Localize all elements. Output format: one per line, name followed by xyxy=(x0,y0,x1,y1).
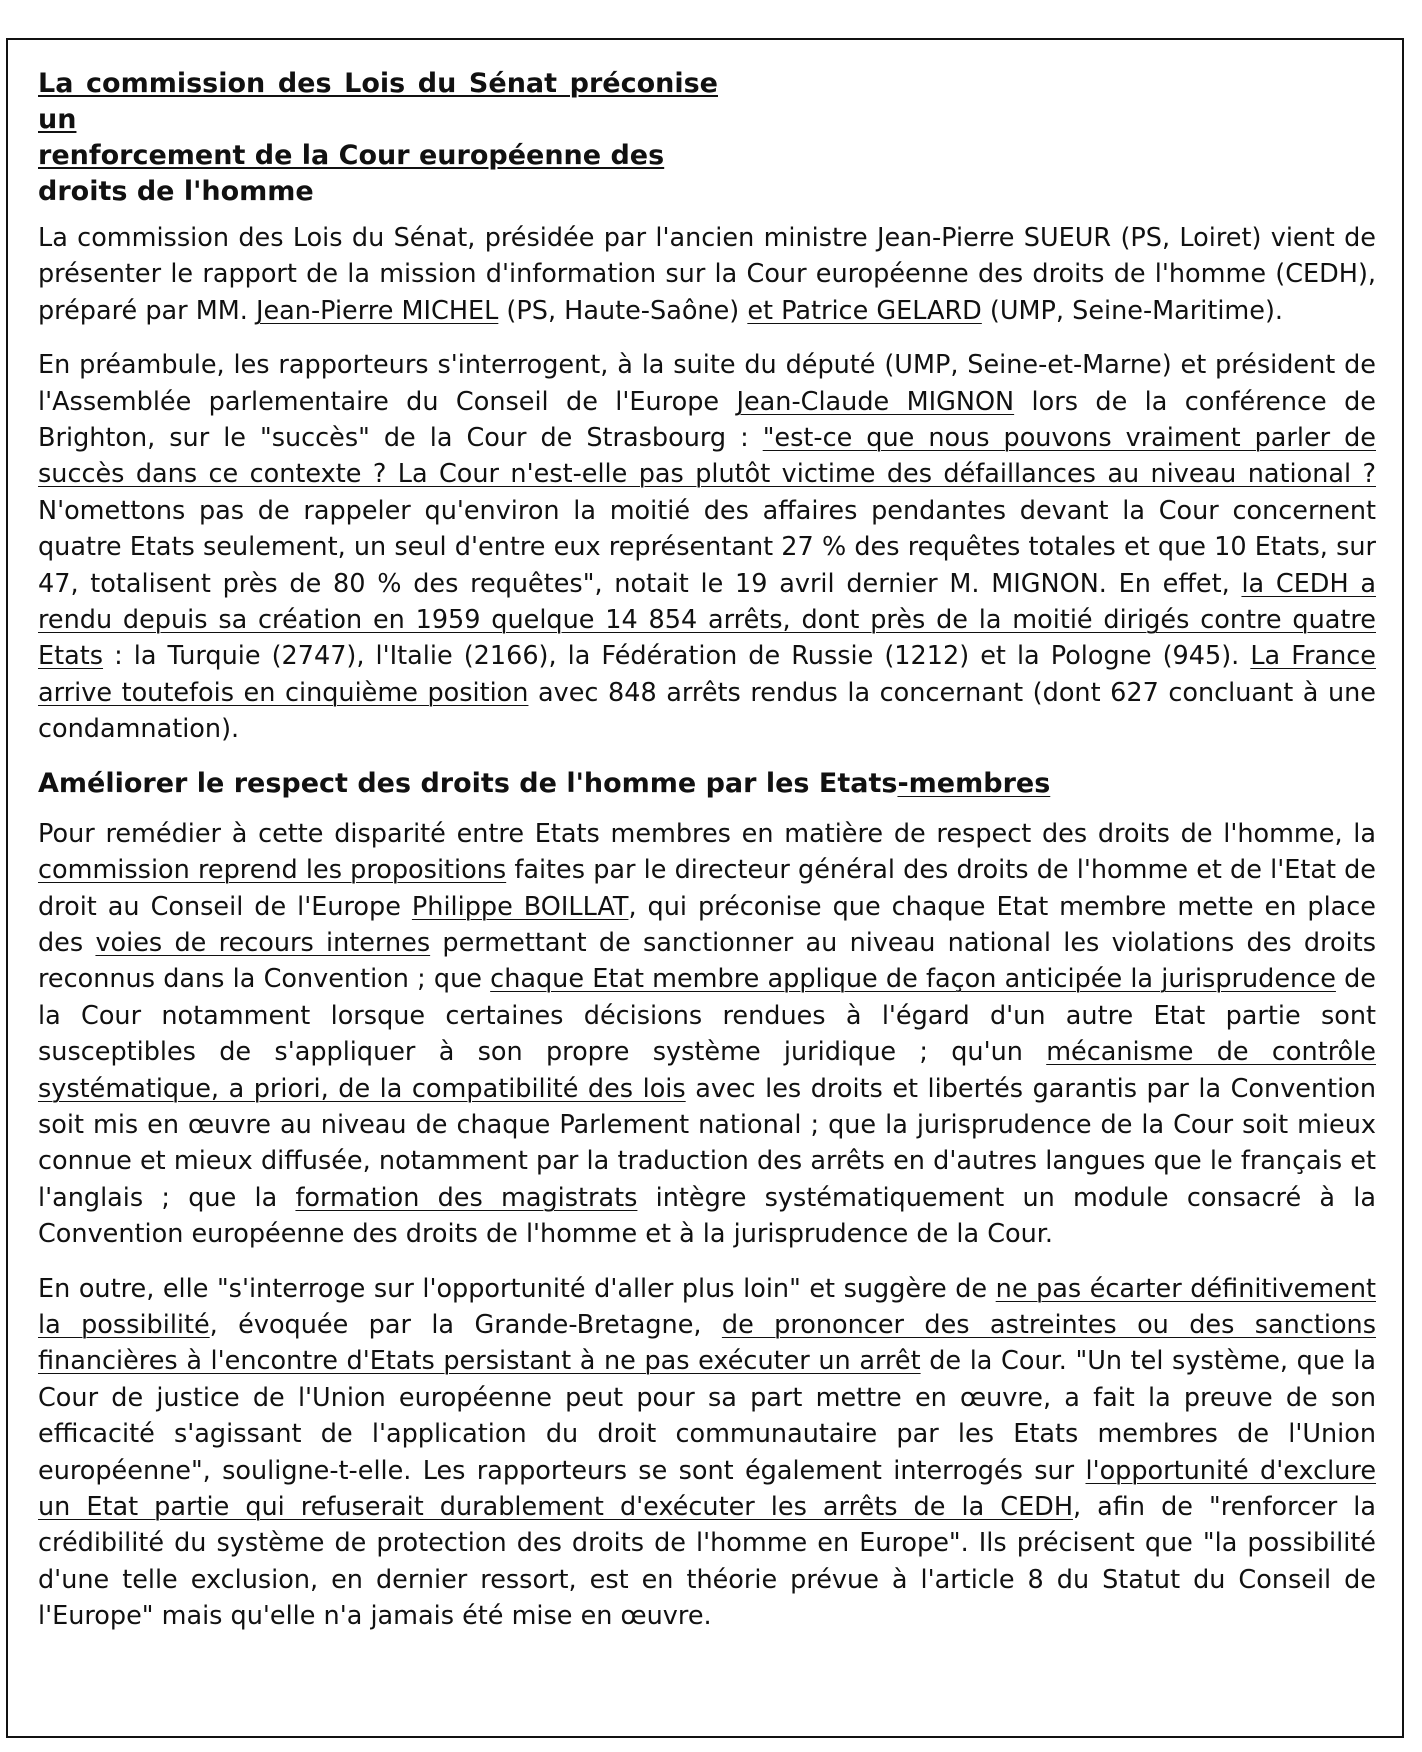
text-run: En outre, elle "s'interroge sur l'opportunité d'aller plus loin" et suggère de xyxy=(38,1273,996,1304)
underlined-phrase: ne pas écarter définitivement la possibilité xyxy=(38,1273,1376,1340)
text-run: avec les droits et libertés garantis par la Convention soit mis en œuvre au niveau de chaque Parlement national ; que la jurisprudence de la Cour soit mieux connue et mieux diffusée, notamment par la traduction des arrêts en d'autres langues que le français et l'anglais ; que la xyxy=(38,1073,1376,1213)
text-run: , évoquée par la Grande-Bretagne, xyxy=(209,1309,722,1340)
text-run: , afin de "renforcer la crédibilité du système de protection des droits de l'homme en Europe". Ils précisent que "la possibilité d'une telle exclusion, en dernier ressort, est en théorie prévue à l'article 8 du Statut du Conseil de l'Europe" mais qu'elle n'a jamais été mise en œuvre. xyxy=(38,1492,1376,1632)
underlined-phrase: chaque Etat membre applique de façon anticipée la jurisprudence xyxy=(490,964,1336,995)
text-run: de la Cour notamment lorsque certaines décisions rendues à l'égard d'un autre Etat partie sont susceptibles de s'appliquer à son propre système juridique ; qu'un xyxy=(38,964,1376,1068)
text-run: faites par le directeur général des droits de l'homme et de l'Etat de droit au Conseil de l'Europe xyxy=(38,855,1376,922)
text-run: (UMP, Seine-Maritime). xyxy=(981,295,1284,326)
paragraph-intro xyxy=(38,220,1376,329)
title-line-2: renforcement de la Cour européenne des xyxy=(38,140,665,171)
text-run: de la Cour. "Un tel système, que la Cour de justice de l'Union européenne peut pour sa part mettre en œuvre, a fait la preuve de son efficacité s'agissant de l'application du droit communautaire par les Etats membres de l'Union européenne", souligne-t-elle. Les rapporteurs se sont également interrogés sur xyxy=(38,1346,1376,1486)
section-heading xyxy=(38,766,1376,802)
article-frame xyxy=(6,38,1404,1738)
underlined-phrase: Philippe BOILLAT xyxy=(411,891,629,922)
text-run: lors de la conférence de Brighton, sur le "succès" de la Cour de Strasbourg : xyxy=(38,386,1376,454)
article-title xyxy=(38,66,718,210)
paragraph-proposals xyxy=(38,816,1376,1253)
underlined-phrase: et Patrice GELARD xyxy=(747,295,982,326)
text-run: Pour remédier à cette disparité entre Etats membres en matière de respect des droits de l'homme, la xyxy=(38,818,1376,849)
text-run: (PS, Haute-Saône) xyxy=(498,295,748,326)
underlined-phrase: "est-ce que nous pouvons vraiment parler de succès dans ce contexte ? La Cour n'est-elle pas plutôt victime des défaillances au niveau national ? xyxy=(38,423,1376,490)
text-run: , qui préconise que chaque Etat membre mette en place des xyxy=(38,891,1376,958)
text-run: permettant de sanctionner au niveau national les violations des droits reconnus dans la Convention ; que xyxy=(38,927,1376,995)
underlined-phrase: formation des magistrats xyxy=(295,1182,638,1213)
text-run: N'omettons pas de rappeler qu'environ la moitié des affaires pendantes devant la Cour concernent quatre Etats seulement, un seul d'entre eux représentant 27 % des requêtes totales et que 10 Etats, sur 47, totalisent près de 80 % des requêtes", notait le 19 avril dernier M. MIGNON. En effet, xyxy=(38,495,1376,599)
underlined-phrase: commission reprend les propositions xyxy=(38,855,507,886)
underlined-phrase: La France arrive toutefois en cinquième position xyxy=(38,641,1376,708)
title-line-3: droits de l'homme xyxy=(38,176,314,207)
paragraph-sanctions xyxy=(38,1271,1376,1635)
underlined-phrase: Jean-Claude MIGNON xyxy=(736,386,1015,417)
underlined-phrase: voies de recours internes xyxy=(95,927,431,958)
text-run: La commission des Lois du Sénat, présidée par l'ancien ministre Jean-Pierre SUEUR (PS, Loiret) vient de présenter le rapport de la mission d'information sur la Cour européenne des droits de l'homme (CEDH), préparé par MM. xyxy=(38,223,1376,326)
underlined-phrase: mécanisme de contrôle systématique, a priori, de la compatibilité des lois xyxy=(38,1037,1376,1104)
paragraph-preamble xyxy=(38,347,1376,747)
section-heading-text: Améliorer le respect des droits de l'homme par les Etats xyxy=(38,767,898,799)
text-run: avec 848 arrêts rendus la concernant (dont 627 concluant à une condamnation). xyxy=(38,677,1376,745)
article-content xyxy=(38,66,1376,1635)
title-line-1: La commission des Lois du Sénat préconise un xyxy=(38,68,718,135)
text-run: intègre systématiquement un module consacré à la Convention européenne des droits de l'homme et à la jurisprudence de la Cour. xyxy=(38,1182,1376,1250)
section-heading-underlined: -membres xyxy=(897,767,1051,799)
text-run: En préambule, les rapporteurs s'interrogent, à la suite du député (UMP, Seine-et-Marne) et président de l'Assemblée parlementaire du Conseil de l'Europe xyxy=(38,350,1376,417)
underlined-phrase: la CEDH a rendu depuis sa création en 1959 quelque 14 854 arrêts, dont près de la moitié dirigés contre quatre Etats xyxy=(38,568,1376,672)
underlined-phrase: Jean-Pierre MICHEL xyxy=(255,295,499,326)
underlined-phrase: de prononcer des astreintes ou des sanctions financières à l'encontre d'Etats persistant à ne pas exécuter un arrêt xyxy=(38,1309,1376,1377)
text-run: : la Turquie (2747), l'Italie (2166), la Fédération de Russie (1212) et la Pologne (945). xyxy=(103,641,1251,672)
underlined-phrase: l'opportunité d'exclure un Etat partie qui refuserait durablement d'exécuter les arrêts de la CEDH xyxy=(38,1455,1377,1522)
